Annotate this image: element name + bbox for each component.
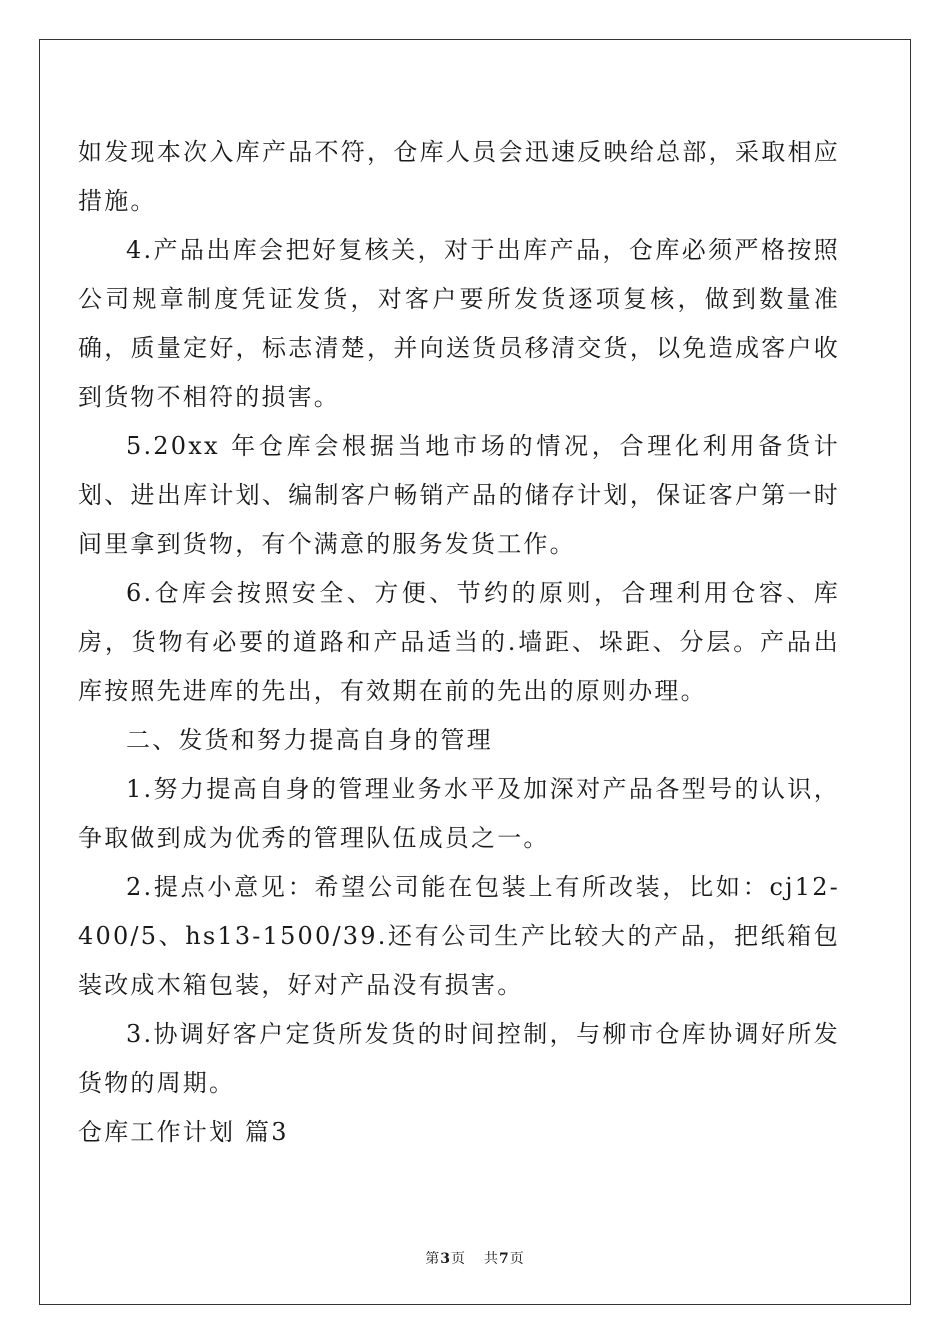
footer-page-current: 3: [440, 1251, 451, 1267]
paragraph-item-2: 2.提点小意见：希望公司能在包装上有所改装，比如：cj12-400/5、hs13-1500/39.还有公司生产比较大的产品，把纸箱包装改成木箱包装，好对产品没有损害。: [78, 873, 840, 999]
footer-page-prefix: 第: [425, 1251, 441, 1267]
section-heading-2: 二、发货和努力提高自身的管理: [126, 726, 493, 754]
paragraph-item-4: 4.产品出库会把好复核关，对于出库产品，仓库必须严格按照公司规章制度凭证发货，对客户要所发货逐项复核，做到数量准确，质量定好，标志清楚，并向送货员移清交货，以免造成客户收到货物不相符的损害。: [78, 236, 840, 411]
document-body: [78, 128, 840, 1157]
paragraph-item-1: 1.努力提高自身的管理业务水平及加深对产品各型号的认识，争取做到成为优秀的管理队伍成员之一。: [78, 775, 840, 852]
footer-page-total: 7: [499, 1251, 510, 1267]
paragraph-item-3: 3.协调好客户定货所发货的时间控制，与柳市仓库协调好所发货物的周期。: [78, 1020, 840, 1097]
paragraph-item-6: 6.仓库会按照安全、方便、节约的原则，合理利用仓容、库房，货物有必要的道路和产品适当的.墙距、垛距、分层。产品出库按照先进库的先出，有效期在前的先出的原则办理。: [78, 579, 840, 705]
footer-total-suffix: 页: [509, 1251, 525, 1267]
page-footer: [0, 1248, 950, 1268]
footer-page-suffix: 页: [451, 1251, 466, 1267]
paragraph-item-5: 5.20xx 年仓库会根据当地市场的情况，合理化利用备货计划、进出库计划、编制客户畅销产品的储存计划，保证客户第一时间里拿到货物，有个满意的服务发货工作。: [78, 432, 840, 558]
paragraph-continuation: 如发现本次入库产品不符，仓库人员会迅速反映给总部，采取相应措施。: [78, 138, 840, 215]
section-title-plan-3: 仓库工作计划 篇3: [78, 1118, 289, 1146]
footer-total-prefix: 共: [484, 1251, 499, 1267]
